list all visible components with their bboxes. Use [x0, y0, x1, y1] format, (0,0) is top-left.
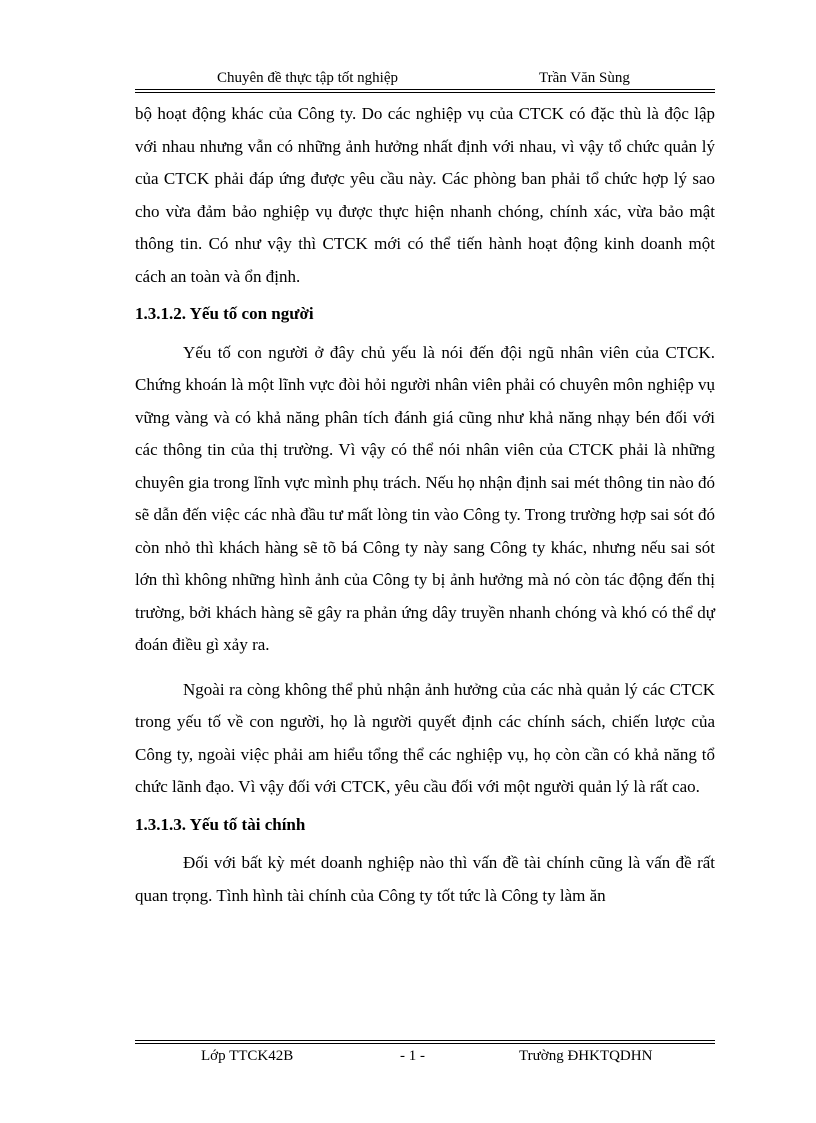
page-footer	[135, 1040, 715, 1070]
paragraph-continuation: bộ hoạt động khác của Công ty. Do các nghiệp vụ của CTCK có đặc thù là độc lập với nhau nhưng vẫn có những ảnh hưởng nhất định với nhau, vì vậy tổ chức quản lý của CTCK phải đáp ứng được yêu cầu này. Các phòng ban phải tổ chức hợp lý sao cho vừa đảm bảo nghiệp vụ được thực hiện nhanh chóng, chính xác, vừa bảo mật thông tin. Có như vậy thì CTCK mới có thể tiến hành hoạt động kinh doanh một cách an toàn và ổn định.	[135, 104, 715, 286]
paragraph-finance-factor: Đối với bất kỳ mét doanh nghiệp nào thì vấn đề tài chính cũng là vấn đề rất quan trọng. Tình hình tài chính của Công ty tốt tức là Công ty làm ăn	[135, 853, 715, 905]
section-heading-human-factor: 1.3.1.2. Yếu tố con người	[135, 304, 314, 323]
page-header	[135, 66, 715, 92]
document-body	[135, 98, 715, 912]
paragraph-managers: Ngoài ra còng không thể phủ nhận ảnh hưởng của các nhà quản lý các CTCK trong yếu tố về con người, họ là người quyết định các chính sách, chiến lược của Công ty, ngoài việc phải am hiểu tổng thể các nghiệp vụ, họ còn cần có khả năng tổ chức lãnh đạo. Vì vậy đối với CTCK, yêu cầu đối với một người quản lý là rất cao.	[135, 679, 715, 796]
footer-page-number: - 1 -	[400, 1048, 425, 1064]
header-rule-thin	[135, 92, 715, 93]
header-rule-thick	[135, 89, 715, 90]
section-heading-finance-factor: 1.3.1.3. Yếu tố tài chính	[135, 814, 306, 834]
header-document-title: Chuyên đề thực tập tốt nghiệp	[217, 70, 399, 86]
footer-school: Trường ĐHKTQDHN	[519, 1048, 653, 1064]
footer-rule-thin	[135, 1040, 715, 1041]
header-author: Trần Văn Sùng	[539, 70, 630, 86]
footer-class: Lớp TTCK42B	[201, 1048, 294, 1064]
paragraph-human-factor: Yếu tố con người ở đây chủ yếu là nói đến đội ngũ nhân viên của CTCK. Chứng khoán là một lĩnh vực đòi hỏi người nhân viên phải có chuyên môn nghiệp vụ vững vàng và có khả năng phân tích đánh giá cũng như khả năng nhạy bén đối với các thông tin của thị trường. Vì vậy có thể nói nhân viên của CTCK phải là những chuyên gia trong lĩnh vực mình phụ trách. Nếu họ nhận định sai mét thông tin nào đó sẽ dẫn đến việc các nhà đầu tư mất lòng tin vào Công ty. Trong trường hợp sai sót đó còn nhỏ thì khách hàng sẽ tõ bá Công ty này sang Công ty khác, nhưng nếu sai sót lớn thì không những hình ảnh của Công ty bị ảnh hưởng mà nó còn tác động đến thị trường, bởi khách hàng sẽ gây ra phản ứng dây truyền nhanh chóng và khó có thể dự đoán điều gì xảy ra.	[135, 342, 715, 654]
footer-rule-thick	[135, 1043, 715, 1044]
